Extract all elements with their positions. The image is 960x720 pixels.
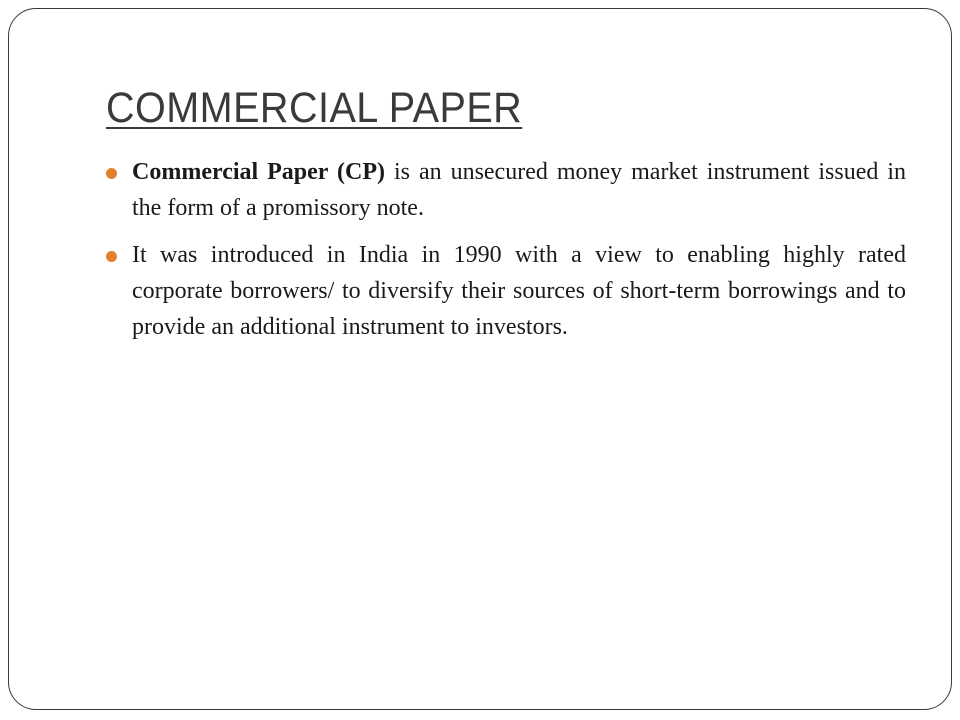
bullet-dot-icon (106, 251, 117, 262)
bullet-item (106, 237, 906, 345)
bullet-term: Commercial Paper (CP) (132, 159, 385, 185)
bullet-dot-icon (106, 168, 117, 179)
bullet-text: It was introduced in India in 1990 with a view to enabling highly rated corporate borrowers/ to diversify their sources of short-term borrowings and to provide an additional instrument to investors. (132, 242, 906, 340)
bullet-list (106, 154, 906, 356)
bullet-text: is an unsecured money market instrument issued in the form of a promissory note. (132, 159, 906, 221)
slide-title: COMMERCIAL PAPER (106, 84, 523, 132)
bullet-item (106, 154, 906, 226)
